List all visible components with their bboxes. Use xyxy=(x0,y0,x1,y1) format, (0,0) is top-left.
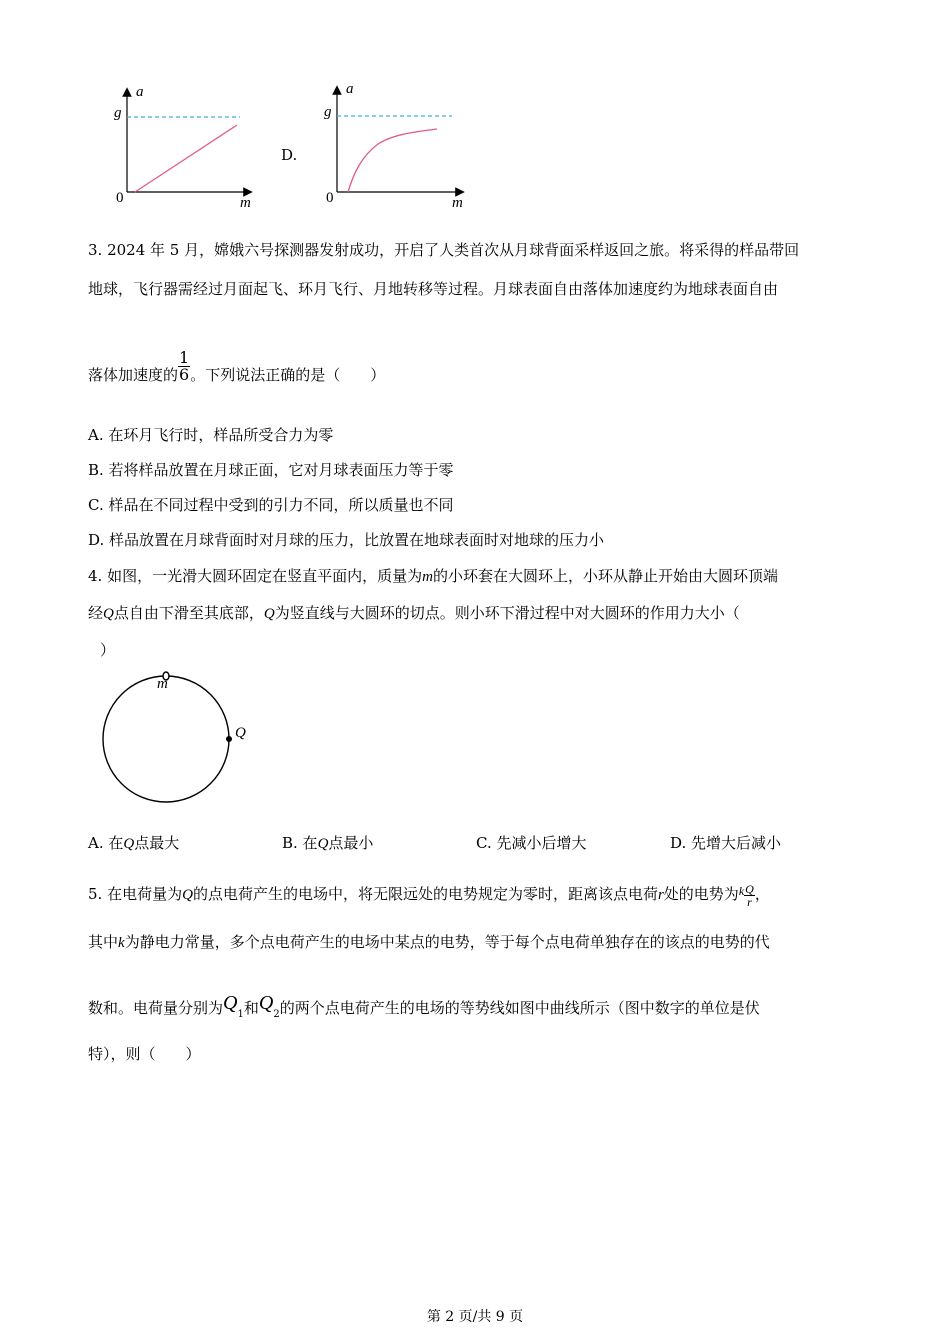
q5-line-4: 特），则（ ） xyxy=(88,1045,201,1063)
q4-line-3: ） xyxy=(100,641,116,659)
graph-left-origin: 0 xyxy=(116,190,124,206)
q4-l2-c: 为竖直线与大圆环的切点。则小环下滑过程中对大圆环的作用力大小（ xyxy=(274,604,740,622)
q5-l2-b: 为静电力常量，多个点电荷产生的电场中某点的电势，等于每个点电荷单独存在的该点的电势的代 xyxy=(124,933,770,951)
graph-right-m-label: m xyxy=(452,195,463,211)
q5-q1-sub: 1 xyxy=(237,1009,244,1020)
q4-option-c xyxy=(476,833,586,853)
point-q xyxy=(226,736,232,742)
q4-opt-b-text: B. 在 xyxy=(282,834,318,852)
q4-fig-m-label: m xyxy=(157,676,168,692)
q4-l1-m: m xyxy=(422,569,433,585)
q5-line-1 xyxy=(88,881,770,908)
q5-l2-a: 其中 xyxy=(88,933,119,951)
q3-fraction xyxy=(178,347,190,384)
q4-option-a xyxy=(88,833,179,854)
q4-opt-a-tail: 点最大 xyxy=(134,834,180,852)
q4-line-2 xyxy=(88,603,740,624)
q5-l3-a: 数和。电荷量分别为 xyxy=(88,999,224,1017)
q4-l2-b: 点自由下滑至其底部， xyxy=(113,604,264,622)
q3-line-3-prefix: 落体加速度的 xyxy=(88,366,179,384)
option-d-label: D. xyxy=(281,146,298,164)
q5-l3-c: 的两个点电荷产生的电场的等势线如图中曲线所示（图中数字的单位是伏 xyxy=(279,999,760,1017)
q4-opt-b-q: Q xyxy=(317,836,329,852)
q4-opt-d-text: D. 先增大后减小 xyxy=(670,834,782,852)
q4-option-d xyxy=(670,833,781,853)
graph-right-g-label: g xyxy=(324,104,332,120)
saturating-curve xyxy=(348,129,437,192)
page-footer: 第 2 页/共 9 页 xyxy=(426,1309,524,1325)
q3-line-1: 3. 2024 年 5 月，嫦娥六号探测器发射成功，开启了人类首次从月球背面采样返回之旅。将采得的样品带回 xyxy=(88,241,800,259)
q5-l3-b: 和 xyxy=(243,999,259,1017)
q4-l1-a: 4. 如图，一光滑大圆环固定在竖直平面内，质量为 xyxy=(88,567,423,585)
q4-opt-b-tail: 点最小 xyxy=(328,834,374,852)
graph-left-g-label: g xyxy=(114,105,122,121)
q5-line-2 xyxy=(88,932,770,953)
q4-option-b xyxy=(282,833,373,854)
q3-line-2: 地球，飞行器需经过月面起飞、环月飞行、月地转移等过程。月球表面自由落体加速度约为地球表面自由 xyxy=(88,280,779,298)
q5-l1-q: Q xyxy=(182,887,193,903)
q5-frac-den: r xyxy=(747,894,752,909)
big-ring xyxy=(103,676,229,802)
q4-opt-a-text: A. 在 xyxy=(88,834,124,852)
q5-q2: Q xyxy=(258,992,274,1014)
q5-l1-r: r xyxy=(657,887,664,903)
q3-option-d: D. 样品放置在月球背面时对月球的压力，比放置在地球表面时对地球的压力小 xyxy=(88,531,605,549)
q4-l1-b: 的小环套在大圆环上，小环从静止开始由大圆环顶端 xyxy=(432,567,778,585)
q5-frac-num: Q xyxy=(745,881,754,896)
q5-k: k xyxy=(738,884,745,898)
q5-q2-sub: 2 xyxy=(273,1009,280,1020)
graph-right-a-label: a xyxy=(346,81,354,97)
q3-line-3 xyxy=(88,347,386,385)
q4-fig-q-label: Q xyxy=(235,725,246,741)
q4-l2-q1: Q xyxy=(103,606,114,622)
q5-line-3 xyxy=(88,993,760,1025)
q4-opt-a-q: Q xyxy=(123,836,135,852)
q3-frac-den: 6 xyxy=(179,364,190,384)
graph-right-origin: 0 xyxy=(326,190,334,206)
q3-line-3-suffix: 。下列说法正确的是（ ） xyxy=(190,366,386,384)
graph-left-a-label: a xyxy=(136,84,144,100)
q3-option-b: B. 若将样品放置在月球正面，它对月球表面压力等于零 xyxy=(88,461,454,479)
q4-opt-c-text: C. 先减小后增大 xyxy=(476,834,587,852)
q5-l1-b: 的点电荷产生的电场中，将无限远处的电势规定为零时，距离该点电荷 xyxy=(192,885,658,903)
linear-curve xyxy=(135,125,237,192)
q5-fraction xyxy=(744,883,755,908)
q3-option-a: A. 在环月飞行时，样品所受合力为零 xyxy=(88,426,334,444)
q4-line-1 xyxy=(88,566,778,587)
q4-l2-a: 经 xyxy=(88,604,104,622)
q5-l1-d: ， xyxy=(754,885,770,903)
q5-l2-k: k xyxy=(118,935,125,951)
q4-ring-diagram xyxy=(95,668,245,808)
graph-left-m-label: m xyxy=(240,195,251,211)
q3-frac-num: 1 xyxy=(179,347,190,367)
q5-q1: Q xyxy=(223,992,238,1014)
q3-option-c: C. 样品在不同过程中受到的引力不同，所以质量也不同 xyxy=(88,496,454,514)
q5-l1-c: 处的电势为 xyxy=(663,885,739,903)
q5-l1-a: 5. 在电荷量为 xyxy=(88,885,183,903)
q4-l2-q2: Q xyxy=(263,606,275,622)
